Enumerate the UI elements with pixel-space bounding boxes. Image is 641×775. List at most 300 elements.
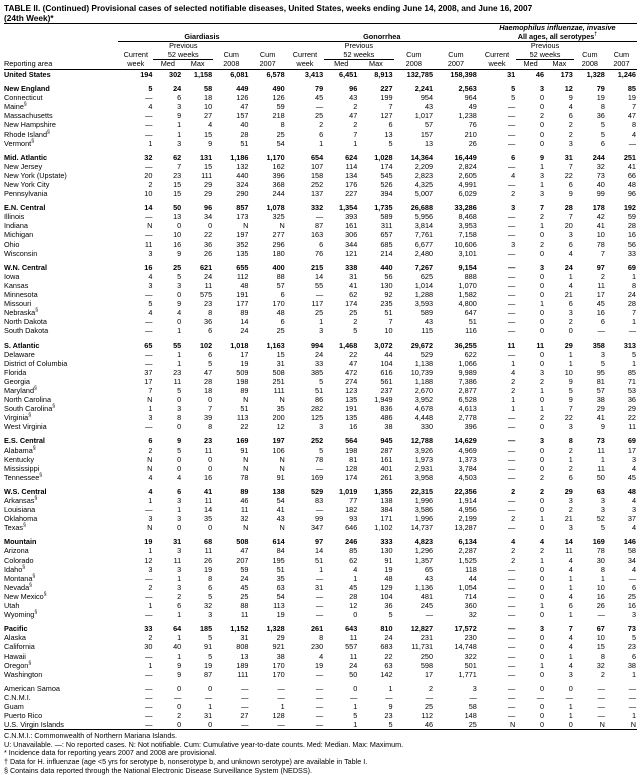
table-row: [4, 684, 637, 693]
value-cell: 8: [600, 564, 605, 574]
value-cell: 2: [353, 102, 358, 112]
value-cell: 24: [627, 290, 636, 300]
value-cell: 41: [204, 486, 213, 496]
value-cell: 59: [627, 212, 636, 222]
value-cell: 83: [315, 496, 324, 505]
reporting-area-cell: Mid. Atlantic: [4, 152, 48, 162]
value-cell: —: [628, 692, 636, 702]
value-cell: 3,958: [414, 472, 434, 482]
value-cell: 199: [380, 93, 393, 103]
header-2007: 2007: [249, 60, 285, 70]
value-cell: —: [507, 129, 516, 139]
table-row: [4, 120, 637, 129]
table-row: [4, 395, 637, 404]
value-cell: 35: [276, 573, 285, 583]
value-cell: 42: [596, 212, 605, 222]
value-cell: 3: [472, 683, 477, 693]
value-cell: 2: [568, 463, 573, 473]
value-cell: 1: [568, 573, 573, 583]
value-cell: —: [315, 701, 324, 711]
value-cell: 994: [310, 340, 324, 350]
value-cell: 27: [204, 111, 213, 121]
value-cell: 215: [310, 262, 324, 272]
value-cell: 1: [600, 573, 605, 583]
value-cell: 472: [345, 367, 358, 377]
value-cell: —: [507, 317, 516, 327]
value-cell: 36: [204, 239, 213, 249]
value-cell: —: [315, 212, 324, 222]
value-cell: 622: [464, 349, 477, 359]
value-cell: 282: [310, 404, 324, 414]
footnote-line: U: Unavailable. —: No reported cases. N: Not notifiable. Cum: Cumulative year-to-date counts. Med: Median. Max: Maximum.: [4, 739, 404, 749]
value-cell: 2: [148, 445, 153, 455]
value-cell: —: [425, 692, 434, 702]
value-cell: 23: [627, 642, 636, 652]
value-cell: —: [315, 505, 324, 515]
value-cell: 440: [236, 170, 249, 180]
value-cell: 1: [568, 349, 573, 359]
value-cell: 73: [627, 624, 636, 634]
value-cell: 0: [539, 317, 545, 327]
reporting-area-cell: W.S. Central: [4, 486, 47, 496]
value-cell: 0: [153, 720, 182, 730]
value-cell: 4: [353, 564, 358, 574]
value-cell: 11: [173, 376, 182, 386]
value-cell: 185: [199, 624, 213, 634]
value-cell: 3,784: [458, 463, 477, 473]
value-cell: —: [145, 692, 153, 702]
value-cell: 1,028: [374, 152, 393, 162]
table-row: [4, 180, 637, 189]
value-cell: 277: [272, 230, 285, 240]
value-cell: 810: [380, 624, 393, 634]
value-cell: 6: [568, 239, 573, 249]
value-cell: 51: [240, 404, 249, 414]
value-cell: 16: [627, 601, 636, 611]
value-cell: 0: [539, 573, 545, 583]
value-cell: 24: [384, 633, 393, 643]
value-cell: 252: [310, 180, 324, 189]
header-2007: 2007: [434, 60, 478, 70]
value-cell: 0: [208, 395, 213, 405]
value-cell: 3: [600, 496, 605, 505]
value-cell: —: [597, 701, 605, 711]
value-cell: 4: [208, 120, 213, 130]
value-cell: 1,468: [339, 340, 358, 350]
table-row: [4, 386, 637, 395]
value-cell: 161: [380, 454, 393, 464]
value-cell: 63: [596, 486, 605, 496]
value-cell: 529: [310, 486, 324, 496]
value-cell: 1,771: [458, 669, 477, 679]
value-cell: —: [315, 591, 324, 601]
value-cell: 0: [208, 221, 213, 231]
value-cell: 0: [539, 642, 545, 652]
value-cell: 0: [539, 591, 545, 601]
value-cell: —: [204, 692, 213, 702]
value-cell: 1,019: [339, 486, 358, 496]
value-cell: 2: [148, 633, 153, 643]
value-cell: 107: [310, 161, 324, 171]
value-cell: 169: [310, 472, 324, 482]
header-cum: Cum: [582, 50, 598, 60]
table-row: [4, 711, 637, 720]
value-cell: 1: [568, 651, 573, 661]
value-cell: 29: [204, 189, 213, 199]
value-cell: 128: [345, 463, 358, 473]
value-cell: 22: [627, 413, 636, 423]
value-cell: 7: [631, 308, 636, 318]
value-cell: 1: [539, 404, 545, 414]
value-cell: 43: [349, 93, 358, 103]
value-cell: 396: [464, 422, 477, 432]
footnote-line: † Data for H. influenzae (age <5 yrs for serotype b, nonserotype b, and unknown serotype) are available in Table I.: [4, 757, 368, 767]
value-cell: 11: [628, 422, 636, 432]
value-cell: 3: [539, 84, 545, 94]
value-cell: 11: [597, 445, 605, 455]
value-cell: 41: [596, 413, 605, 423]
value-cell: 5: [600, 120, 605, 130]
value-cell: 91: [240, 445, 249, 455]
value-cell: 4,448: [414, 413, 434, 423]
value-cell: 244: [592, 152, 605, 162]
value-cell: —: [145, 129, 153, 139]
reporting-area-cell: West Virginia: [4, 422, 47, 432]
table-row: [4, 299, 637, 308]
value-cell: 4: [177, 308, 182, 318]
value-cell: 1: [511, 358, 516, 368]
table-row: [4, 171, 637, 180]
table-row: [4, 505, 637, 514]
value-cell: 23: [204, 299, 213, 309]
value-cell: 47: [349, 111, 358, 121]
value-cell: 10,739: [410, 367, 434, 377]
value-cell: 0: [539, 445, 545, 455]
value-cell: 3,593: [414, 299, 434, 309]
value-cell: 4,503: [458, 472, 477, 482]
value-cell: 4: [568, 642, 573, 652]
value-cell: 47: [240, 102, 249, 112]
value-cell: 56: [627, 239, 636, 249]
reporting-area-cell: U.S. Virgin Islands: [4, 720, 118, 730]
reporting-area-cell: South Carolina§: [4, 403, 56, 414]
value-cell: —: [350, 692, 358, 702]
reporting-area-cell: Florida: [4, 367, 27, 377]
value-cell: 9: [208, 138, 213, 148]
footnote-line: * Incidence data for reporting years 2007 and 2008 are provisional.: [4, 748, 217, 758]
value-cell: 4: [568, 591, 573, 601]
value-cell: 88: [276, 271, 285, 281]
header-week: week: [118, 60, 153, 70]
value-cell: 6: [568, 472, 573, 482]
value-cell: 48: [627, 180, 636, 189]
value-cell: 1,018: [230, 340, 249, 350]
value-cell: 28: [240, 129, 249, 139]
value-cell: 81: [596, 376, 605, 386]
table-row: [4, 290, 637, 299]
value-cell: 4: [319, 651, 324, 661]
value-cell: 7,761: [414, 230, 434, 240]
value-cell: 2,605: [458, 170, 477, 180]
value-cell: 646: [345, 523, 358, 533]
value-cell: 6: [148, 436, 153, 446]
value-cell: 1,996: [414, 514, 434, 524]
value-cell: 16: [173, 239, 182, 249]
header-cum: Cum: [448, 50, 464, 60]
value-cell: 4: [148, 308, 153, 318]
value-cell: 714: [464, 591, 477, 601]
value-cell: —: [469, 692, 477, 702]
value-cell: —: [507, 180, 516, 189]
value-cell: 0: [182, 720, 213, 730]
value-cell: 36: [596, 111, 605, 121]
value-cell: 81: [349, 454, 358, 464]
table-row: [4, 212, 637, 221]
value-cell: 2: [177, 591, 182, 601]
value-cell: 78: [240, 472, 249, 482]
region-row: [4, 153, 637, 162]
value-cell: 6: [177, 93, 182, 103]
value-cell: 32: [596, 161, 605, 171]
value-cell: 51: [240, 138, 249, 148]
value-cell: 6: [208, 326, 213, 336]
value-cell: 11: [597, 280, 605, 290]
value-cell: 598: [420, 660, 434, 670]
value-cell: 106: [272, 445, 285, 455]
value-cell: 26: [204, 555, 213, 565]
value-cell: 29: [564, 486, 573, 496]
value-cell: 62: [173, 152, 182, 162]
reporting-area-cell: Mountain: [4, 537, 37, 547]
value-cell: 5: [208, 633, 213, 643]
reporting-area-cell: Utah: [4, 601, 20, 611]
value-cell: 130: [380, 546, 393, 556]
reporting-area-cell: Nevada§: [4, 582, 32, 592]
value-cell: 12: [349, 601, 358, 611]
table-row: [4, 574, 637, 583]
value-cell: —: [145, 326, 153, 336]
value-cell: 169: [236, 436, 249, 446]
value-cell: 1: [353, 138, 358, 148]
value-cell: 11: [240, 610, 249, 620]
value-cell: 36,255: [454, 340, 477, 350]
value-cell: —: [507, 701, 516, 711]
value-cell: 1: [177, 633, 182, 643]
value-cell: 1,188: [414, 376, 434, 386]
value-cell: 0: [539, 633, 545, 643]
value-cell: 7: [148, 385, 153, 395]
value-cell: —: [507, 573, 516, 583]
value-cell: 261: [380, 472, 393, 482]
value-cell: 14: [315, 271, 324, 281]
value-cell: 3,072: [374, 340, 393, 350]
value-cell: 24: [564, 262, 573, 272]
table-row: [4, 633, 637, 642]
value-cell: 1: [568, 454, 573, 464]
value-cell: 0: [539, 454, 545, 464]
reporting-area-cell: Pacific: [4, 624, 28, 634]
value-cell: 5: [388, 138, 393, 148]
value-cell: 19: [596, 93, 605, 103]
value-cell: 126: [236, 93, 249, 103]
value-cell: 1: [568, 610, 573, 620]
value-cell: 1,054: [458, 582, 477, 592]
value-cell: 6: [631, 651, 636, 661]
value-cell: —: [507, 633, 516, 643]
value-cell: 3: [539, 367, 545, 377]
value-cell: 158: [310, 170, 324, 180]
value-cell: 111: [201, 170, 213, 180]
value-cell: 1: [539, 299, 545, 309]
reporting-area-cell: Vermont§: [4, 138, 34, 148]
header-current: Current: [292, 50, 318, 60]
table-row: [4, 93, 637, 102]
value-cell: —: [507, 280, 516, 290]
header-hib-title: Haemophilus influenzae, invasive: [478, 24, 637, 33]
value-cell: 30: [596, 555, 605, 565]
value-cell: 621: [199, 262, 213, 272]
value-cell: 47: [349, 358, 358, 368]
value-cell: 12: [144, 555, 153, 565]
value-cell: 3,953: [458, 221, 477, 231]
value-cell: 2: [539, 413, 545, 423]
value-cell: 3: [177, 546, 182, 556]
value-cell: 77: [349, 496, 358, 505]
value-cell: 9: [177, 248, 182, 258]
value-cell: 3: [319, 422, 324, 432]
table-row: [4, 404, 637, 413]
value-cell: 48: [276, 308, 285, 318]
region-row: [4, 624, 637, 633]
value-cell: 126: [272, 93, 285, 103]
value-cell: 6,081: [230, 69, 249, 79]
region-row: [4, 341, 637, 350]
value-cell: 440: [380, 262, 393, 272]
value-cell: 180: [272, 248, 285, 258]
value-cell: 508: [272, 367, 285, 377]
value-cell: 2: [539, 111, 545, 121]
value-cell: 385: [310, 367, 324, 377]
value-cell: 31: [240, 633, 249, 643]
value-cell: 24: [204, 271, 213, 281]
value-cell: 3: [177, 514, 182, 524]
table-row: [4, 230, 637, 239]
value-cell: 32: [240, 514, 249, 524]
value-cell: 28: [204, 376, 213, 386]
value-cell: 48: [240, 280, 249, 290]
value-cell: 3: [568, 496, 573, 505]
value-cell: 2,877: [458, 385, 477, 395]
value-cell: 9: [568, 395, 573, 405]
value-cell: 214: [380, 248, 393, 258]
value-cell: 67: [596, 624, 605, 634]
value-cell: 13: [384, 129, 393, 139]
value-cell: 64: [173, 624, 182, 634]
page: [4, 0, 637, 775]
value-cell: 246: [345, 537, 358, 547]
value-cell: 35: [204, 514, 213, 524]
value-cell: —: [507, 111, 516, 121]
value-cell: 7: [388, 317, 393, 327]
value-cell: 7: [208, 404, 213, 414]
value-cell: 3: [568, 523, 573, 533]
value-cell: 29,672: [410, 340, 434, 350]
value-cell: —: [507, 349, 516, 359]
header-med: Med: [153, 60, 182, 70]
value-cell: —: [315, 711, 324, 721]
value-cell: 23: [204, 436, 213, 446]
value-cell: 4: [631, 496, 636, 505]
value-cell: 218: [272, 111, 285, 121]
reporting-area-cell: Pennsylvania: [4, 189, 48, 199]
value-cell: 4,991: [458, 180, 477, 189]
value-cell: —: [507, 212, 516, 222]
header-52weeks: 52 weeks: [516, 51, 574, 60]
value-cell: 5: [208, 591, 213, 601]
value-cell: 157: [420, 129, 434, 139]
value-cell: N: [574, 720, 606, 730]
value-cell: 51: [384, 308, 393, 318]
value-cell: 132: [236, 161, 249, 171]
value-cell: 46: [240, 496, 249, 505]
value-cell: N: [243, 523, 249, 533]
header-max: Max: [545, 60, 574, 70]
value-cell: —: [315, 290, 324, 300]
header-week: week: [286, 60, 324, 70]
value-cell: 31: [507, 69, 516, 79]
value-cell: —: [507, 290, 516, 300]
value-cell: 8,468: [458, 212, 477, 222]
value-cell: 69: [627, 436, 636, 446]
value-cell: —: [507, 711, 516, 721]
value-cell: N: [279, 395, 285, 405]
value-cell: 21: [564, 514, 573, 524]
reporting-area-cell: Missouri: [4, 299, 32, 309]
value-cell: 10: [384, 326, 393, 336]
reporting-area-cell: Wisconsin: [4, 248, 38, 258]
value-cell: 197: [236, 230, 249, 240]
value-cell: 352: [236, 239, 249, 249]
reporting-area-cell: Oregon§: [4, 660, 32, 670]
value-cell: 24: [240, 326, 249, 336]
value-cell: 18: [204, 93, 213, 103]
value-cell: 557: [345, 642, 358, 652]
value-cell: 76: [468, 120, 477, 130]
value-cell: 24: [173, 84, 182, 94]
value-cell: 25: [276, 129, 285, 139]
value-cell: 4: [568, 280, 573, 290]
value-cell: 5: [631, 349, 636, 359]
value-cell: 7: [177, 161, 182, 171]
value-cell: —: [507, 436, 516, 446]
value-cell: —: [507, 669, 516, 679]
value-cell: 1: [177, 120, 182, 130]
value-cell: 261: [310, 624, 324, 634]
value-cell: 24: [315, 349, 324, 359]
reporting-area-cell: Arkansas§: [4, 495, 38, 505]
value-cell: 114: [345, 161, 358, 171]
value-cell: 2: [539, 212, 545, 222]
value-cell: 9,154: [458, 262, 477, 272]
table-row: [4, 326, 637, 335]
value-cell: 5,007: [414, 189, 434, 199]
reporting-area-cell: North Carolina: [4, 395, 52, 405]
value-cell: 20: [564, 221, 573, 231]
value-cell: 2: [511, 385, 516, 395]
value-cell: 1: [148, 546, 153, 556]
value-cell: 89: [240, 385, 249, 395]
reporting-area-cell: Oklahoma: [4, 514, 38, 524]
